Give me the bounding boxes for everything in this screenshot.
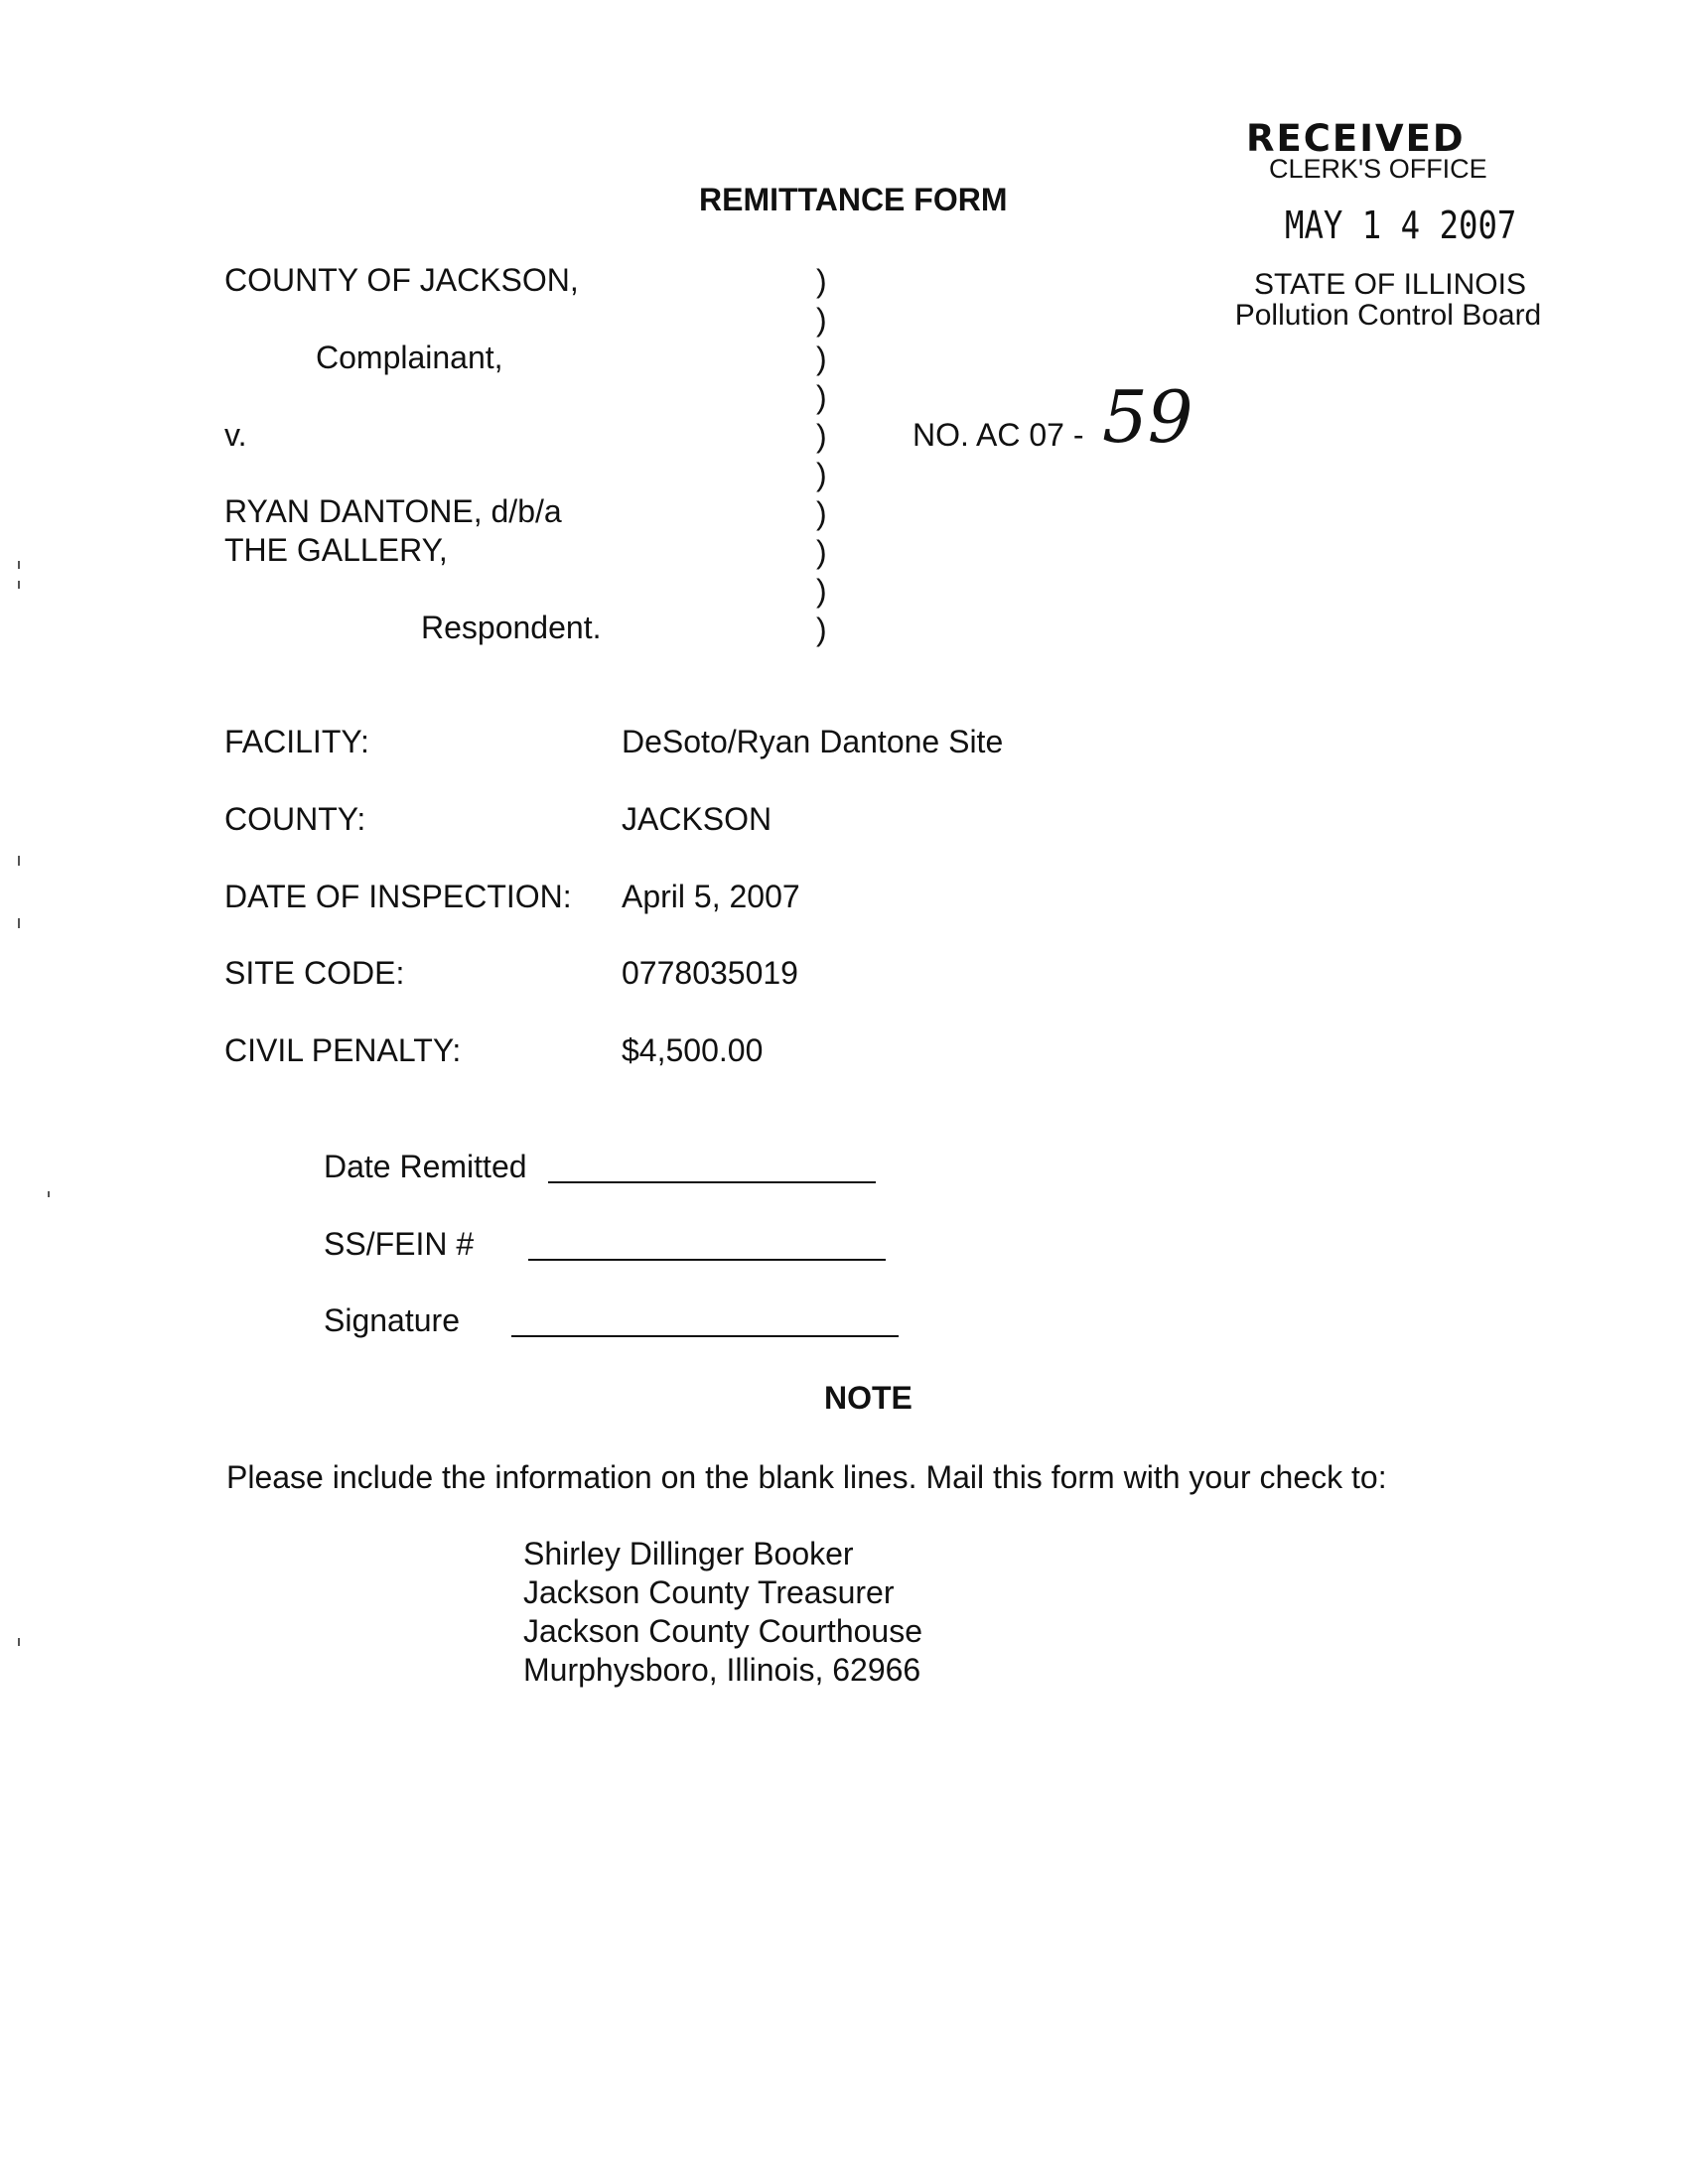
scan-speck [18, 856, 20, 866]
page-title: REMITTANCE FORM [699, 182, 1008, 217]
address-line: Shirley Dillinger Booker [523, 1536, 854, 1571]
date-remitted-line[interactable] [548, 1152, 876, 1183]
scan-speck [48, 1191, 50, 1197]
stamp-board: Pollution Control Board [1234, 299, 1542, 332]
stamp-received: RECEIVED [1246, 117, 1466, 160]
address-line: Murphysboro, Illinois, 62966 [523, 1652, 921, 1688]
complainant-name: COUNTY OF JACKSON, [224, 262, 579, 298]
civil-penalty-value: $4,500.00 [622, 1032, 764, 1068]
facility-value: DeSoto/Ryan Dantone Site [622, 724, 1004, 759]
note-text: Please include the information on the blank lines. Mail this form with your check to: [226, 1459, 1387, 1495]
inspection-date-value: April 5, 2007 [622, 879, 800, 914]
civil-penalty-label: CIVIL PENALTY: [224, 1032, 462, 1068]
note-heading: NOTE [824, 1380, 912, 1416]
signature-label: Signature [324, 1302, 460, 1338]
county-value: JACKSON [622, 801, 772, 837]
stamp-office: CLERK'S OFFICE [1269, 154, 1487, 184]
date-remitted-label: Date Remitted [324, 1149, 527, 1184]
site-code-value: 0778035019 [622, 955, 798, 991]
county-label: COUNTY: [224, 801, 366, 837]
ssfein-line[interactable] [528, 1229, 886, 1261]
respondent-name-line-1: RYAN DANTONE, d/b/a [224, 493, 562, 529]
stamp-state: STATE OF ILLINOIS [1254, 268, 1526, 301]
scan-speck [18, 1638, 20, 1646]
scan-speck [18, 918, 20, 928]
respondent-name-line-2: THE GALLERY, [224, 532, 448, 568]
case-number-handwritten: 59 [1102, 375, 1193, 459]
site-code-label: SITE CODE: [224, 955, 405, 991]
address-line: Jackson County Treasurer [523, 1574, 895, 1610]
stamp-date: MAY 1 4 2007 [1285, 204, 1517, 247]
inspection-date-label: DATE OF INSPECTION: [224, 879, 572, 914]
address-line: Jackson County Courthouse [523, 1613, 922, 1649]
scan-speck [18, 581, 20, 589]
case-number-label: NO. AC 07 - [912, 417, 1084, 453]
facility-label: FACILITY: [224, 724, 369, 759]
caption-parentheses: ) ) ) ) ) ) ) ) ) ) [816, 263, 827, 647]
complainant-role: Complainant, [316, 340, 503, 375]
versus: v. [224, 417, 247, 453]
signature-line[interactable] [511, 1305, 899, 1337]
ssfein-label: SS/FEIN # [324, 1226, 475, 1262]
scan-speck [18, 561, 20, 569]
respondent-role: Respondent. [421, 610, 602, 645]
